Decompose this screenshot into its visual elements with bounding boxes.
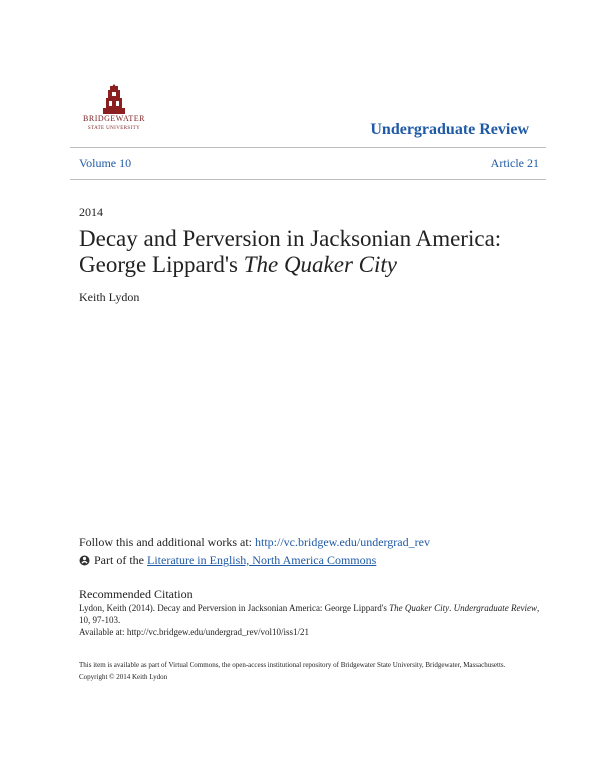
citation-mid: . bbox=[449, 603, 454, 613]
commons-network-icon bbox=[79, 555, 90, 566]
citation-journal: Undergraduate Review bbox=[453, 603, 538, 613]
recommended-citation bbox=[79, 602, 549, 638]
paper-title bbox=[79, 226, 549, 278]
divider-top bbox=[70, 147, 546, 148]
recommended-citation-heading: Recommended Citation bbox=[79, 587, 193, 601]
citation-work-title: The Quaker City bbox=[389, 603, 450, 613]
footer-line-1: This item is available as part of Virtual Commons, the open-access institutional repository of Bridgewater State University, Bridgewater, Massachusetts. bbox=[79, 661, 506, 669]
article-link[interactable]: Article 21 bbox=[490, 156, 539, 170]
follow-link[interactable]: http://vc.bridgew.edu/undergrad_rev bbox=[255, 535, 430, 549]
volume-link[interactable]: Volume 10 bbox=[79, 156, 132, 170]
title-line-1: Decay and Perversion in Jacksonian America: bbox=[79, 226, 502, 251]
publication-year: 2014 bbox=[79, 205, 103, 219]
journal-title[interactable]: Undergraduate Review bbox=[370, 121, 529, 138]
title-line-2 bbox=[79, 252, 549, 278]
citation-prefix: Lydon, Keith (2014). Decay and Perversion in Jacksonian America: George Lippard's bbox=[79, 603, 390, 613]
footer-note bbox=[79, 659, 549, 683]
divider-bottom bbox=[70, 179, 546, 180]
citation-suffix: , 10, 97-103. bbox=[79, 603, 540, 625]
title-line-2-italic: The Quaker City bbox=[243, 252, 397, 277]
title-line-2-prefix: George Lippard's bbox=[79, 252, 244, 277]
citation-available[interactable]: Available at: http://vc.bridgew.edu/undergrad_rev/vol10/iss1/21 bbox=[79, 627, 310, 637]
logo-subtitle: STATE UNIVERSITY bbox=[87, 126, 141, 131]
logo-wordmark: BRIDGEWATER bbox=[83, 114, 145, 123]
follow-text: Follow this and additional works at: bbox=[79, 535, 255, 549]
part-of-line bbox=[79, 553, 376, 568]
part-of-text: Part of the bbox=[94, 553, 144, 567]
part-of-link[interactable]: Literature in English, North America Commons bbox=[147, 553, 377, 567]
follow-line bbox=[79, 535, 430, 550]
author-name: Keith Lydon bbox=[79, 290, 140, 304]
footer-copyright: Copyright © 2014 Keith Lydon bbox=[79, 673, 168, 681]
